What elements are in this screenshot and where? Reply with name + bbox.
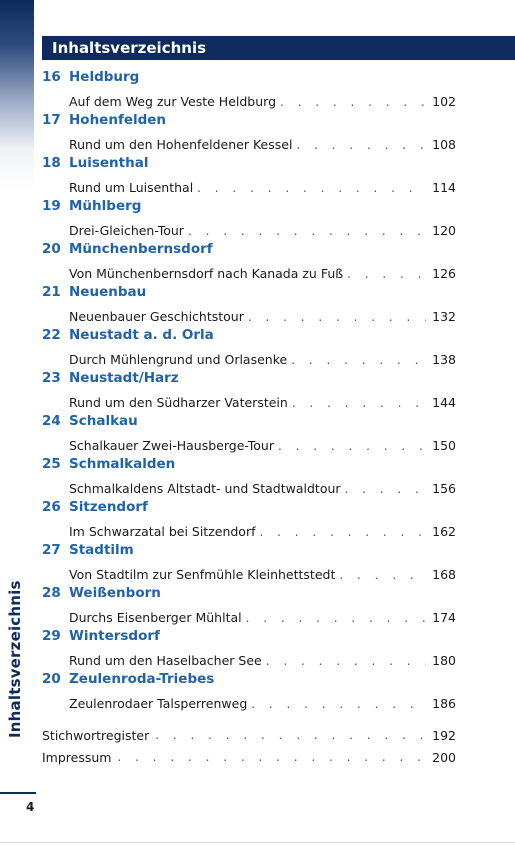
entry-route: Durch Mühlengrund und Orlasenke <box>69 352 288 367</box>
toc-entry[interactable] <box>42 410 456 453</box>
entry-place: Neustadt/Harz <box>69 370 179 386</box>
entry-place: Stadtilm <box>69 542 134 558</box>
entry-page: 108 <box>432 137 456 152</box>
entry-place: Münchenbernsdorf <box>69 241 213 257</box>
entry-route: Von Münchenbernsdorf nach Kanada zu Fuß <box>69 266 344 281</box>
dot-leader <box>276 95 426 109</box>
entry-place: Schmalkalden <box>69 456 176 472</box>
side-section-label: Inhaltsverzeichnis <box>6 580 24 738</box>
entry-place: Zeulenroda-Triebes <box>69 671 215 687</box>
entry-route: Durchs Eisenberger Mühltal <box>69 610 242 625</box>
entry-route: Rund um Luisenthal <box>69 180 194 195</box>
toc-entry[interactable] <box>42 668 456 711</box>
entry-number: 19 <box>42 198 61 214</box>
entry-page: 150 <box>432 438 456 453</box>
extra-page: 192 <box>432 727 456 743</box>
entry-number: 27 <box>42 542 61 558</box>
dot-leader <box>242 611 426 625</box>
dot-leader <box>343 267 426 281</box>
entry-number: 22 <box>42 327 61 343</box>
dot-leader <box>274 439 426 453</box>
entry-page: 156 <box>432 481 456 496</box>
entry-place: Hohenfelden <box>69 112 167 128</box>
entry-page: 114 <box>432 180 456 195</box>
toc-entry[interactable] <box>42 109 456 152</box>
side-rule <box>0 792 36 794</box>
entry-page: 138 <box>432 352 456 367</box>
entry-route: Auf dem Weg zur Veste Heldburg <box>69 94 277 109</box>
entry-place: Neustadt a. d. Orla <box>69 327 214 343</box>
toc-entry[interactable] <box>42 281 456 324</box>
dot-leader <box>335 568 426 582</box>
entry-page: 144 <box>432 395 456 410</box>
extra-label: Stichwortregister <box>42 727 150 743</box>
entry-number: 18 <box>42 155 61 171</box>
entry-place: Luisenthal <box>69 155 149 171</box>
toc-entry[interactable] <box>42 66 456 109</box>
entry-page: 132 <box>432 309 456 324</box>
entry-place: Sitzendorf <box>69 499 148 515</box>
entry-number: 20 <box>42 241 61 257</box>
toc-entry[interactable] <box>42 324 456 367</box>
dot-leader <box>341 482 426 496</box>
entry-route: Im Schwarzatal bei Sitzendorf <box>69 524 256 539</box>
toc-entry[interactable] <box>42 238 456 281</box>
entry-page: 186 <box>432 696 456 711</box>
entry-number: 25 <box>42 456 61 472</box>
dot-leader <box>184 224 426 238</box>
entry-page: 126 <box>432 266 456 281</box>
extra-page: 200 <box>432 749 456 765</box>
entry-number: 17 <box>42 112 61 128</box>
entry-number: 24 <box>42 413 61 429</box>
toc-entry[interactable] <box>42 453 456 496</box>
entry-page: 168 <box>432 567 456 582</box>
entry-route: Zeulenrodaer Talsperrenweg <box>69 696 248 711</box>
toc-entry[interactable] <box>42 152 456 195</box>
dot-leader <box>149 728 426 742</box>
entry-place: Wintersdorf <box>69 628 160 644</box>
dot-leader <box>256 525 427 539</box>
toc-extra-entry[interactable] <box>42 724 456 746</box>
dot-leader <box>244 310 426 324</box>
entry-page: 102 <box>432 94 456 109</box>
entry-number: 29 <box>42 628 61 644</box>
toc-entry[interactable] <box>42 195 456 238</box>
toc-entry[interactable] <box>42 496 456 539</box>
toc-extra-entry[interactable] <box>42 746 456 768</box>
entry-route: Rund um den Südharzer Vaterstein <box>69 395 288 410</box>
dot-leader <box>262 654 426 668</box>
toc-entry[interactable] <box>42 367 456 410</box>
entry-route: Neuenbauer Geschichtstour <box>69 309 244 324</box>
toc-entry[interactable] <box>42 582 456 625</box>
entry-route: Schalkauer Zwei-Hausberge-Tour <box>69 438 274 453</box>
entry-place: Schalkau <box>69 413 138 429</box>
entry-route: Schmalkaldens Altstadt- und Stadtwaldtour <box>69 481 341 496</box>
entry-place: Mühlberg <box>69 198 142 214</box>
dot-leader <box>292 138 426 152</box>
entry-number: 16 <box>42 69 61 85</box>
entry-route: Rund um den Haselbacher See <box>69 653 262 668</box>
toc-entry[interactable] <box>42 625 456 668</box>
entry-number: 23 <box>42 370 61 386</box>
entry-place: Neuenbau <box>69 284 147 300</box>
dot-leader <box>247 697 426 711</box>
entry-number: 21 <box>42 284 61 300</box>
toc-extras <box>42 724 456 768</box>
entry-route: Drei-Gleichen-Tour <box>69 223 184 238</box>
entry-page: 162 <box>432 524 456 539</box>
bottom-rule <box>0 842 515 843</box>
entry-number: 26 <box>42 499 61 515</box>
dot-leader <box>111 750 426 764</box>
page-number: 4 <box>26 800 35 814</box>
entry-route: Rund um den Hohenfeldener Kessel <box>69 137 293 152</box>
dot-leader <box>287 353 426 367</box>
toc-entry[interactable] <box>42 539 456 582</box>
entry-page: 174 <box>432 610 456 625</box>
entry-place: Heldburg <box>69 69 140 85</box>
entry-place: Weißenborn <box>69 585 161 601</box>
entry-number: 20 <box>42 671 61 687</box>
extra-label: Impressum <box>42 749 112 765</box>
toc-header: Inhaltsverzeichnis <box>42 36 515 60</box>
entry-route: Von Stadtilm zur Senfmühle Kleinhettstedt <box>69 567 336 582</box>
dot-leader <box>288 396 426 410</box>
toc-list <box>42 66 456 711</box>
dot-leader <box>193 181 426 195</box>
entry-page: 180 <box>432 653 456 668</box>
entry-number: 28 <box>42 585 61 601</box>
entry-page: 120 <box>432 223 456 238</box>
